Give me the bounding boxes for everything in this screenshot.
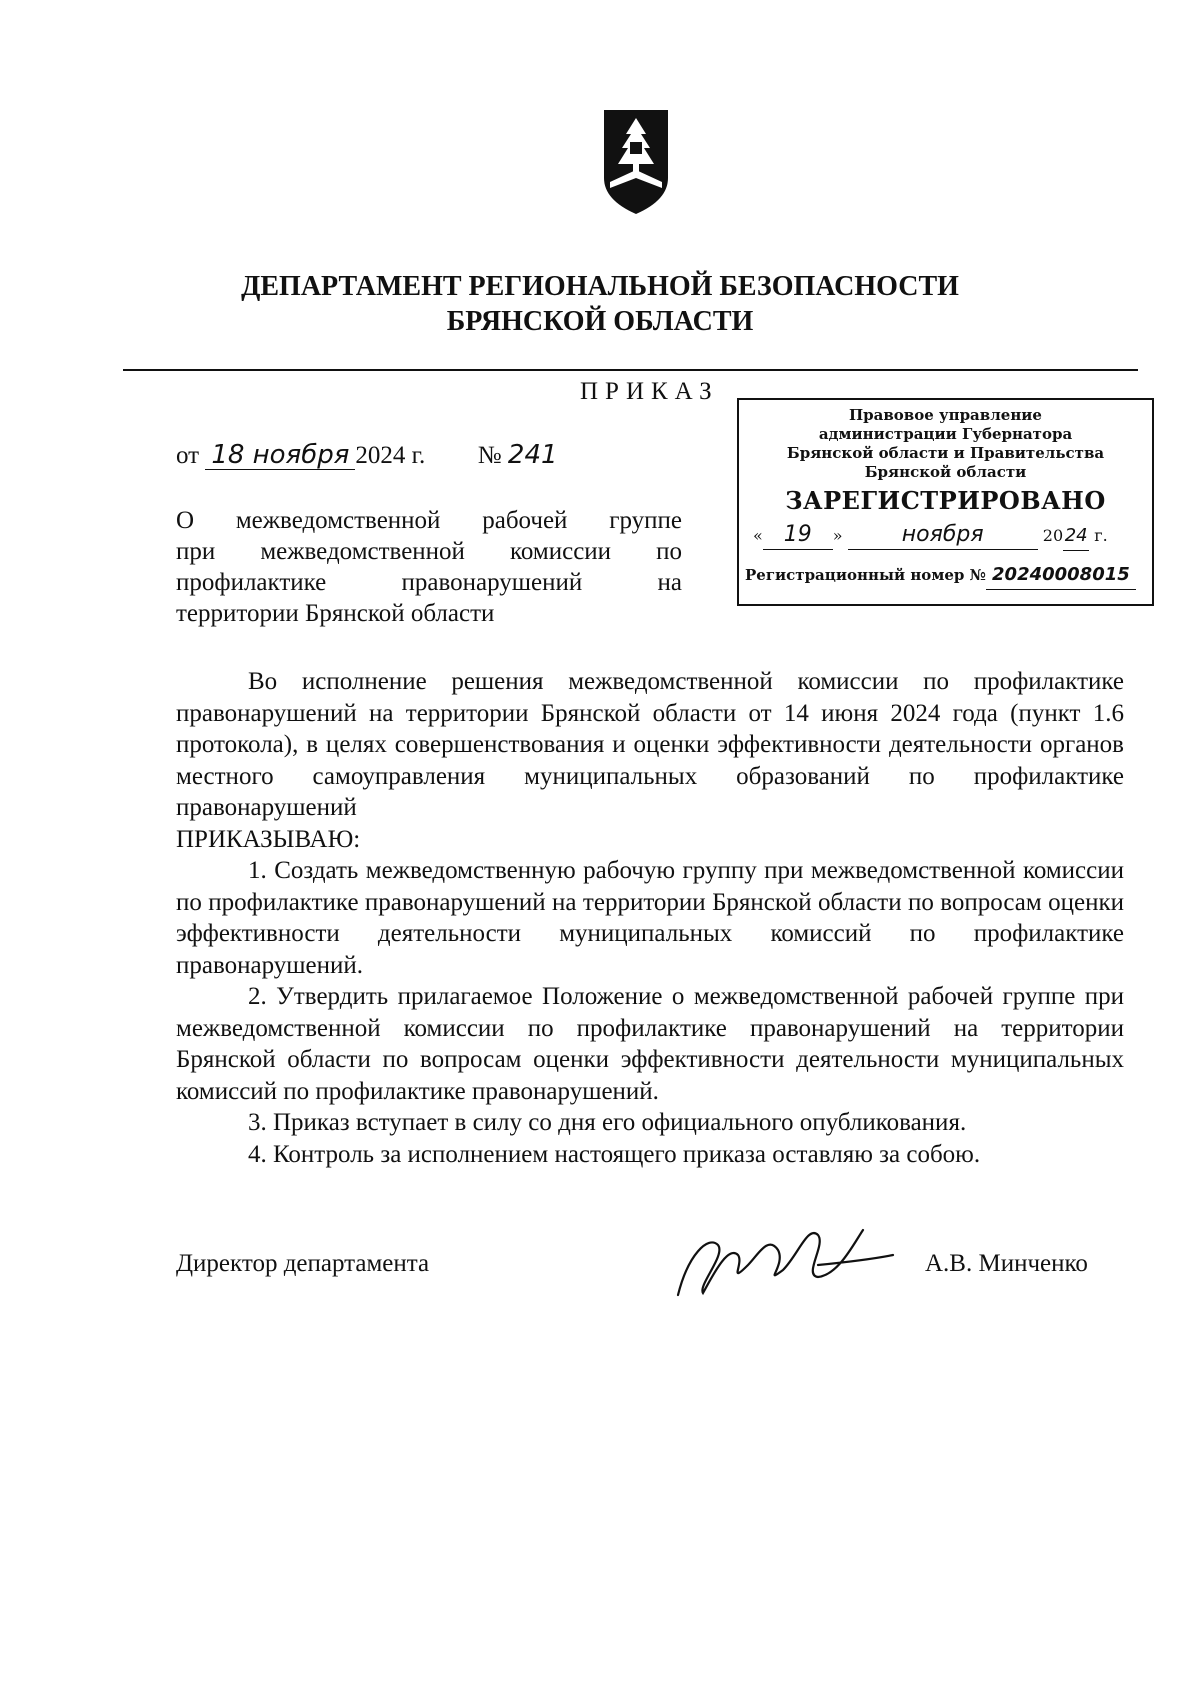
order-date-line [176, 440, 558, 470]
department-title-line1: ДЕПАРТАМЕНТ РЕГИОНАЛЬНОЙ БЕЗОПАСНОСТИ [241, 271, 959, 302]
subject-line: профилактике правонарушений на [176, 569, 682, 596]
stamp-day: 19 [763, 521, 833, 550]
preamble-paragraph: Во исполнение решения межведомственной комиссии по профилактике правонарушений на территории Брянской области от 14 июня 2024 года (пункт 1.6 протокола), в целях совершенствования и оценки эффективности деятельности органов местного самоуправления муниципальных образований по профилактике правонарушений [176, 668, 1124, 821]
order-word: ПРИКАЗЫВАЮ: [176, 825, 361, 853]
stamp-reg-label: Регистрационный номер № [745, 566, 986, 584]
order-item-3: 3. Приказ вступает в силу со дня его официального опубликования. [248, 1109, 967, 1136]
stamp-year-prefix: 20 [1042, 526, 1064, 545]
stamp-quote-open: « [753, 526, 763, 545]
stamp-org-line: Брянской области и Правительства [786, 444, 1105, 462]
stamp-year-unit: г. [1094, 526, 1108, 545]
date-year: 2024 г. [355, 442, 426, 469]
order-item-4: 4. Контроль за исполнением настоящего приказа оставляю за собою. [248, 1140, 981, 1168]
stamp-month: ноября [848, 521, 1038, 550]
order-title: ПРИКАЗ [580, 378, 719, 405]
handwritten-signature [668, 1215, 898, 1305]
bryansk-emblem-icon [602, 108, 670, 216]
stamp-registered: ЗАРЕГИСТРИРОВАНО [785, 486, 1106, 515]
stamp-org-line: Правовое управление [849, 406, 1042, 424]
registration-stamp [737, 398, 1154, 606]
stamp-date [739, 521, 1152, 551]
date-prefix: от [176, 442, 200, 469]
signatory-name: А.В. Минченко [925, 1250, 1088, 1277]
header-divider [123, 369, 1138, 371]
subject-line: территории Брянской области [176, 600, 495, 627]
stamp-organization [739, 406, 1152, 482]
stamp-org-line: Брянской области [864, 463, 1027, 481]
signatory-position: Директор департамента [176, 1250, 430, 1277]
stamp-quote-close: » [832, 526, 843, 545]
stamp-year-suffix: 24 [1063, 522, 1089, 551]
order-item-2: 2. Утвердить прилагаемое Положение о межведомственной рабочей группе при межведомственной комиссии по профилактике правонарушений на территории Брянской области по вопросам оценки эффективности деятельности муниципальных комиссий по профилактике правонарушений. [176, 983, 1124, 1105]
order-body [176, 666, 1124, 1170]
number-prefix: № [477, 442, 502, 469]
stamp-registration-number [739, 561, 1152, 590]
number-handwritten: 241 [507, 440, 558, 470]
order-subject [176, 505, 682, 629]
subject-line: О межведомственной рабочей группе [176, 507, 682, 534]
order-item-1: 1. Создать межведомственную рабочую группу при межведомственной комиссии по профилактике правонарушений на территории Брянской области по вопросам оценки эффективности деятельности муниципальных комиссий по профилактике правонарушений. [176, 857, 1124, 979]
stamp-reg-number: 20240008015 [986, 561, 1136, 590]
stamp-org-line: администрации Губернатора [818, 425, 1073, 443]
subject-line: при межведомственной комиссии по [176, 538, 682, 565]
department-title-line2: БРЯНСКОЙ ОБЛАСТИ [446, 306, 754, 337]
date-handwritten: 18 ноября [205, 441, 355, 470]
